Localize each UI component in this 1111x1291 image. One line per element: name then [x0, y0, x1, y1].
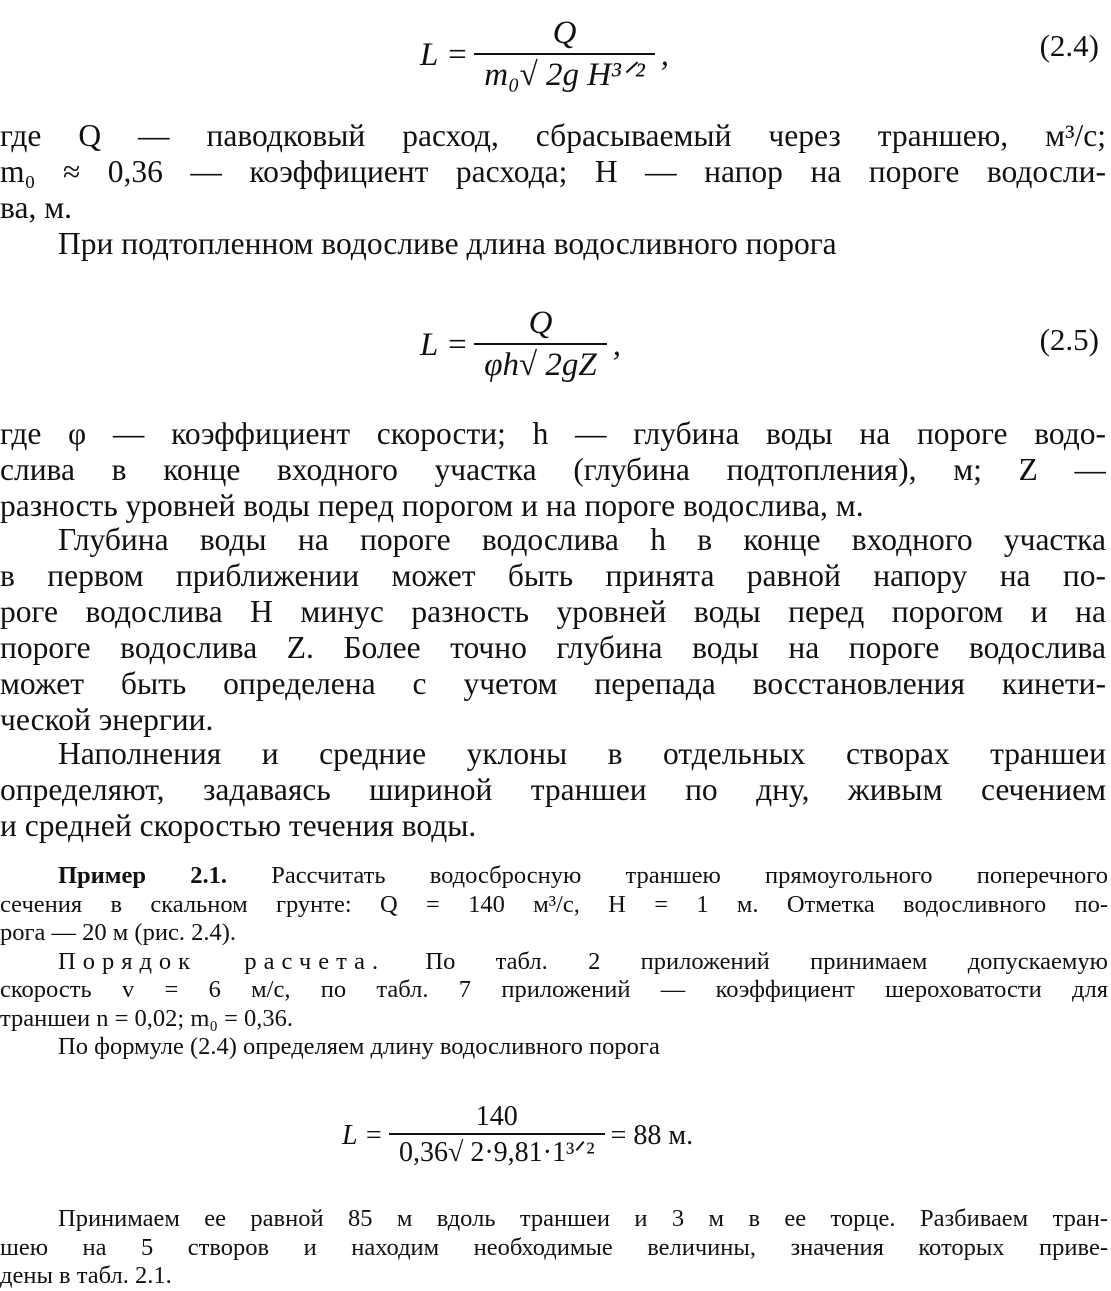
text-line: где Q — паводковый расход, сбрасываемый через траншею, м³/с; — [0, 118, 1106, 153]
text-line — [0, 862, 1108, 891]
text-line: Наполнения и средние уклоны в отдельных створах траншеи — [58, 736, 1106, 771]
text-line: сечения в скальном грунте: Q = 140 м³/с, H = 1 м. Отметка водосливного по- — [0, 890, 1108, 918]
text-line: шею на 5 створов и находим необходимые величины, значения которых приве- — [0, 1233, 1108, 1261]
text-line: рога — 20 м (рис. 2.4). — [0, 919, 236, 946]
example-2-1 — [0, 862, 1108, 1062]
text-line: и средней скоростью течения воды. — [0, 808, 477, 843]
formula-denominator: m₀√ 2g H³ᐟ² — [474, 53, 655, 95]
text-line: По формуле (2.4) определяем длину водосливного порога — [58, 1033, 660, 1060]
text-line: определяют, задаваясь шириной траншеи по дну, живым сечением — [0, 772, 1106, 807]
formula-fraction — [389, 1102, 605, 1170]
example-label: Пример 2.1. — [58, 862, 227, 889]
text-line: может быть определена с учетом перепада восстановления кинети- — [0, 666, 1106, 701]
text-line: Принимаем ее равной 85 м вдоль траншеи и 3 м в ее торце. Разбиваем тран- — [58, 1205, 1108, 1232]
paragraph-definitions-2-5 — [0, 416, 1106, 524]
equation-number: (2.4) — [1039, 28, 1099, 63]
formula-tail: , — [660, 36, 670, 73]
text-line: слива в конце входного участка (глубина подтопления), м; Z — — [0, 452, 1106, 487]
paragraph-final — [0, 1205, 1108, 1291]
formula-2-5 — [0, 302, 1111, 382]
text-line: При подтопленном водосливе длина водосливного порога — [58, 226, 837, 261]
text-line: ва, м. — [0, 190, 72, 225]
paragraph-definitions-2-4 — [0, 118, 1106, 226]
formula-numerator: 140 — [475, 1101, 518, 1132]
formula-2-4 — [0, 10, 1111, 93]
paragraph-water-depth — [0, 522, 1106, 738]
text-line: Глубина воды на пороге водослива h в конце входного участка — [58, 522, 1106, 557]
formula-numerator: Q — [528, 305, 553, 341]
text-line: m₀ ≈ 0,36 — коэффициент расхода; H — напор на пороге водосли- — [0, 154, 1106, 189]
text-line: роге водослива H минус разность уровней воды перед порогом и на — [0, 594, 1106, 629]
text-line: пороге водослива Z. Более точно глубина воды на пороге водослива — [0, 630, 1106, 665]
text-line: разность уровней воды перед порогом и на пороге водослива, м. — [0, 488, 864, 523]
formula-denominator: φh√ 2gZ — [474, 343, 606, 385]
paragraph-submerged-weir — [0, 226, 1106, 262]
text-line: траншеи n = 0,02; m₀ = 0,36. — [0, 1004, 294, 1032]
formula-result: = 88 м. — [610, 1119, 694, 1151]
formula-numerator: Q — [552, 15, 577, 51]
paragraph-fillings — [0, 736, 1106, 844]
text-line — [0, 948, 1108, 977]
calc-order-label: Порядок расчета. — [58, 947, 386, 975]
text-line: скорость v = 6 м/с, по табл. 7 приложений — коэффициент шероховатости для — [0, 976, 1108, 1003]
example-text: Рассчитать водосбросную траншею прямоугольного поперечного — [271, 862, 1108, 889]
formula-lhs: L = — [342, 1119, 383, 1151]
formula-lhs: L = — [420, 36, 469, 73]
formula-tail: , — [612, 326, 622, 363]
text-line: дены в табл. 2.1. — [0, 1262, 172, 1289]
formula-denominator: 0,36√ 2·9,81·1³ᐟ² — [389, 1133, 605, 1169]
formula-calculation — [0, 1098, 1111, 1178]
equation-number: (2.5) — [1039, 322, 1099, 357]
formula-fraction — [474, 306, 606, 385]
text-line: где φ — коэффициент скорости; h — глубина воды на пороге водо- — [0, 416, 1106, 451]
formula-lhs: L = — [420, 326, 469, 363]
text-line: ческой энергии. — [0, 702, 214, 737]
formula-fraction — [474, 16, 655, 95]
text-line: в первом приближении может быть принята равной напору на по- — [0, 558, 1106, 593]
example-text: По табл. 2 приложений принимаем допускаемую — [425, 947, 1108, 975]
